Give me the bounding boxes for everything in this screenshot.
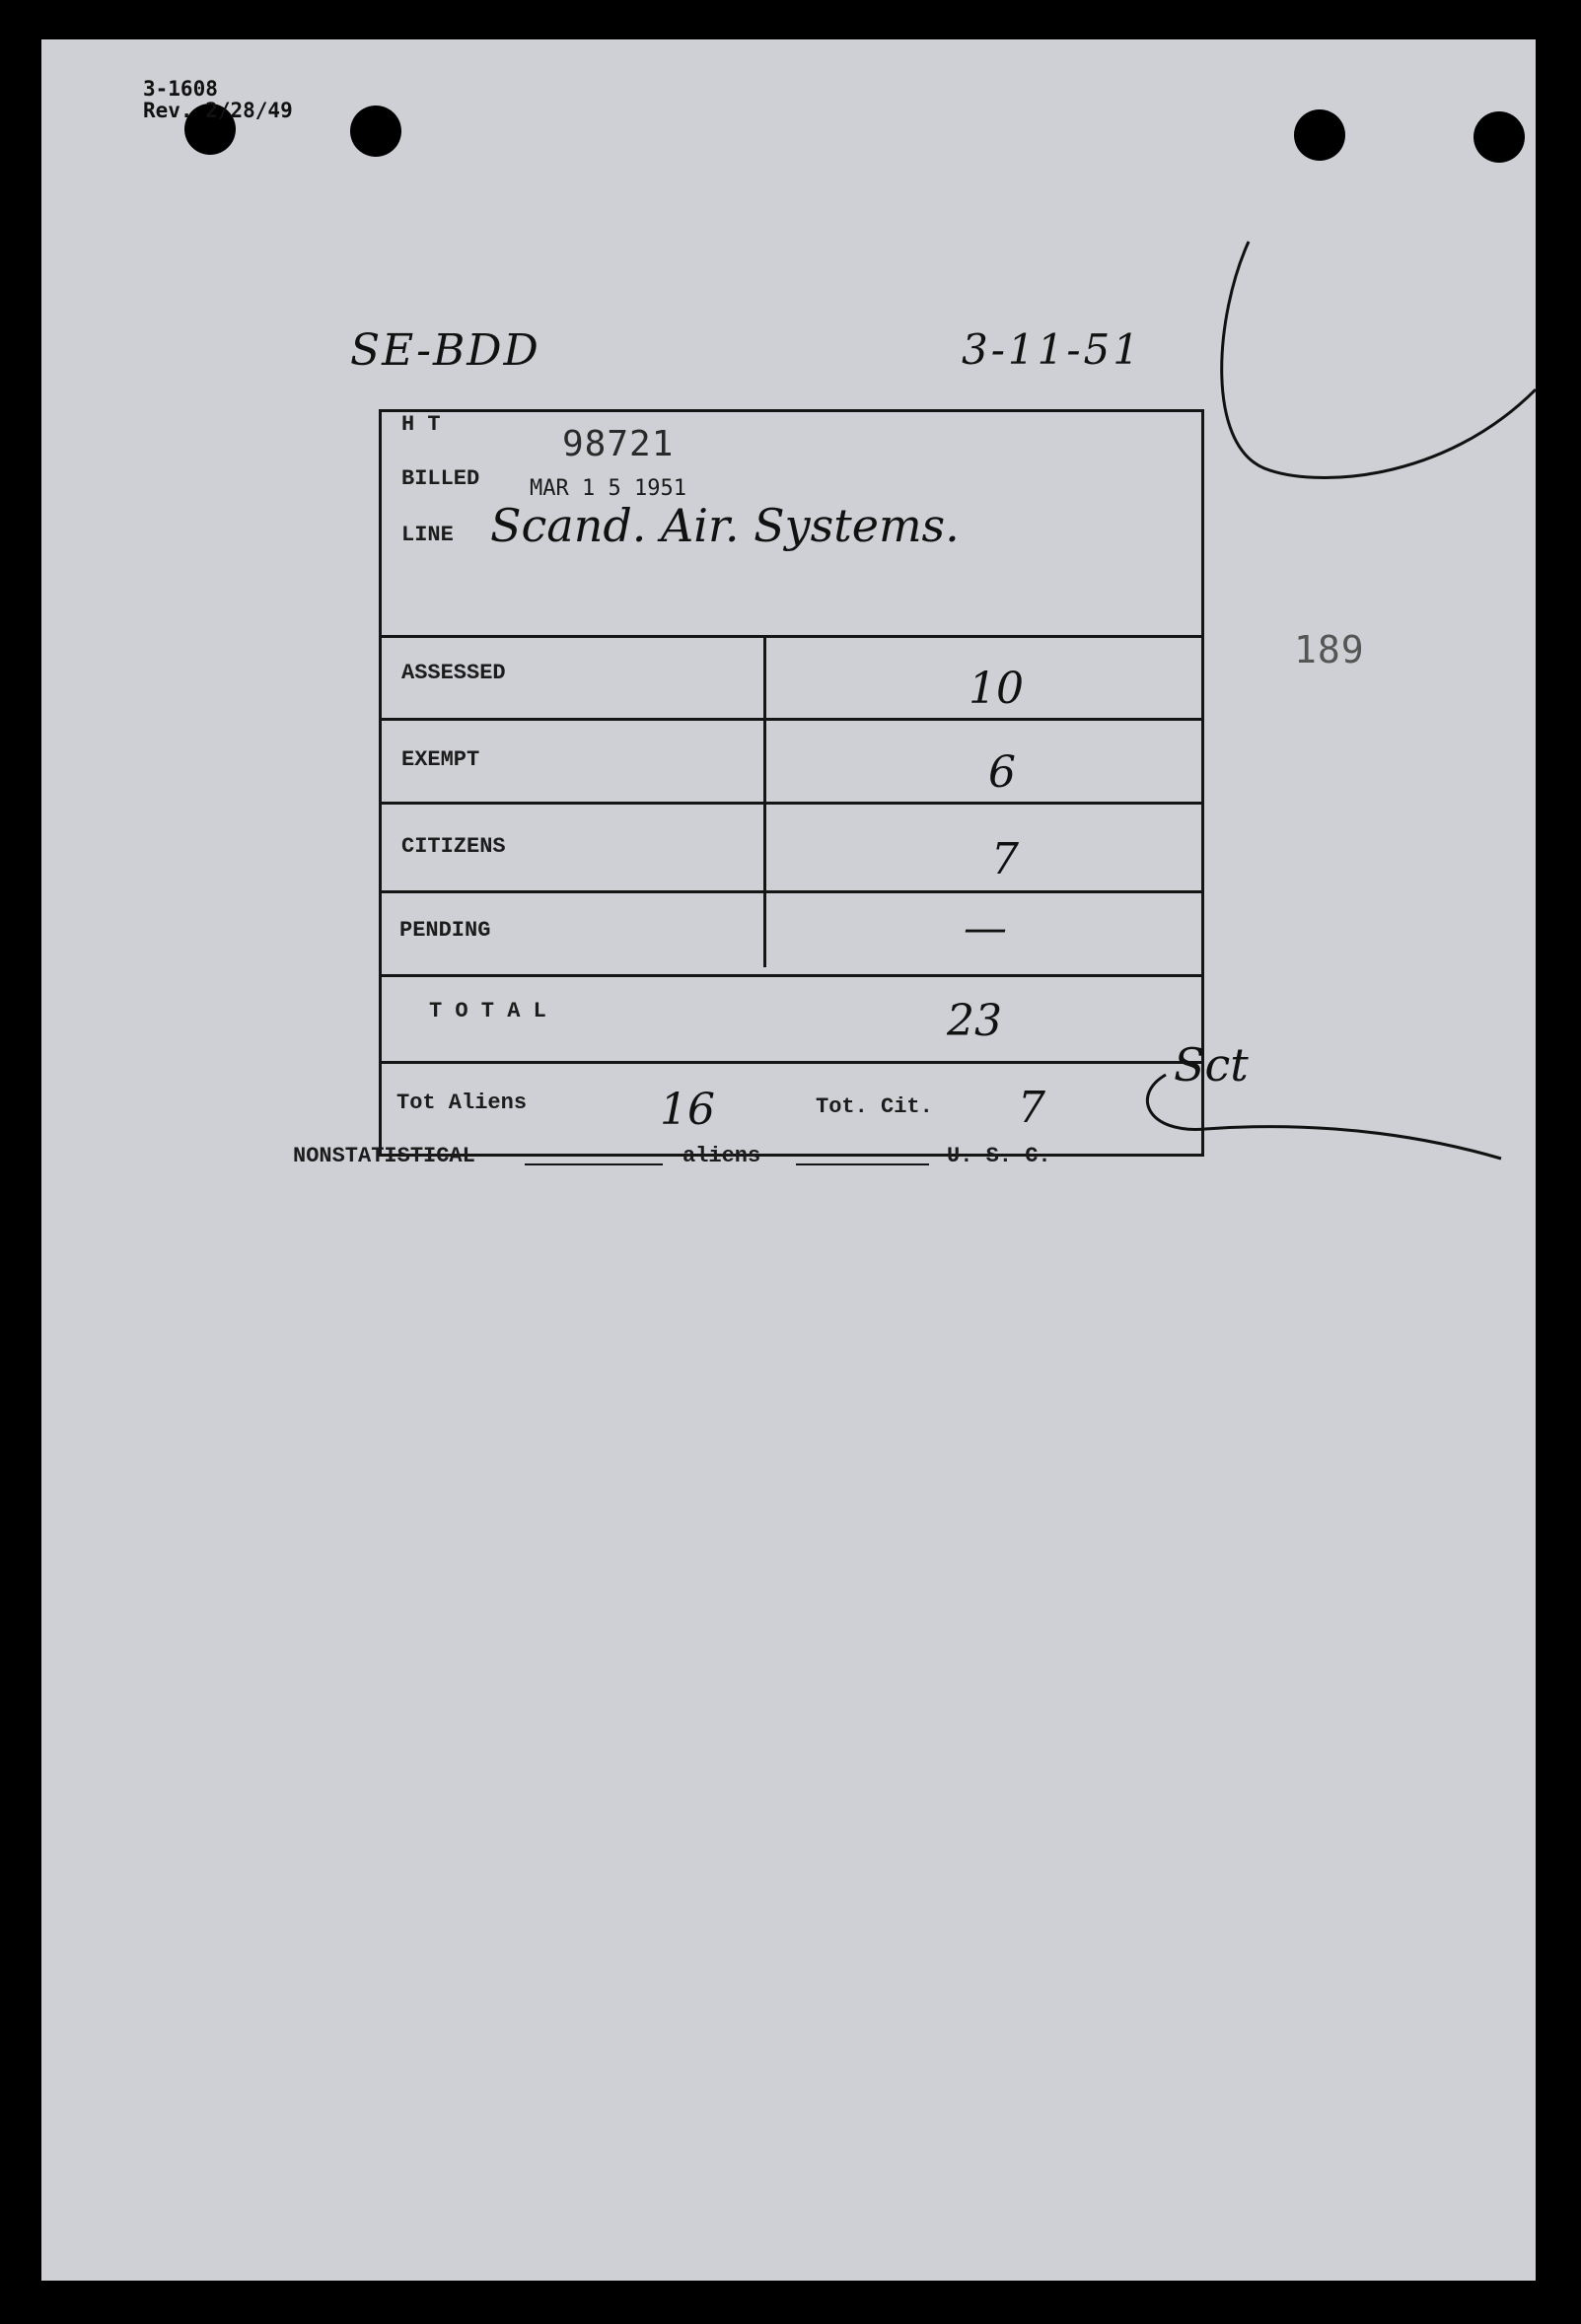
divider <box>382 974 1201 977</box>
divider <box>382 802 1201 805</box>
total-value: 23 <box>947 996 1002 1046</box>
tally-form <box>379 409 1204 1157</box>
vessel-code: SE-BDD <box>350 325 540 376</box>
ht-label: H T <box>401 412 441 437</box>
nonstatistical-blank <box>525 1163 663 1165</box>
document-page <box>41 39 1536 2281</box>
tot-cit-value: 7 <box>1018 1083 1045 1133</box>
citizens-label: CITIZENS <box>401 834 506 859</box>
citizens-value: 7 <box>991 834 1019 884</box>
initials-flourish <box>1126 1035 1521 1163</box>
divider <box>382 635 1201 638</box>
pending-value: — <box>964 903 1007 953</box>
assessed-value: 10 <box>969 664 1024 714</box>
exempt-label: EXEMPT <box>401 747 480 772</box>
exempt-value: 6 <box>988 747 1016 798</box>
divider <box>382 718 1201 721</box>
ht-number: 98721 <box>562 424 675 464</box>
divider <box>382 890 1201 893</box>
handwritten-arc <box>1195 197 1536 493</box>
pending-label: PENDING <box>399 918 491 943</box>
divider <box>382 1061 1201 1064</box>
punch-hole <box>1473 111 1525 163</box>
total-label: T O T A L <box>429 999 546 1023</box>
aliens-blank <box>796 1163 929 1165</box>
side-stamp-number: 189 <box>1294 628 1365 671</box>
line-label: LINE <box>401 523 454 547</box>
aliens-label: aliens <box>683 1144 761 1168</box>
form-number: 3-1608 <box>143 77 218 101</box>
initials: Sct <box>1174 1038 1249 1092</box>
billed-label: BILLED <box>401 466 480 491</box>
usc-label: U. S. C. <box>947 1144 1051 1168</box>
handwritten-date: 3-11-51 <box>962 325 1142 374</box>
billed-date-stamp: MAR 1 5 1951 <box>530 476 686 501</box>
punch-hole <box>350 106 401 157</box>
tot-aliens-label: Tot Aliens <box>396 1091 528 1115</box>
punch-hole <box>1294 109 1345 161</box>
form-revision: Rev. 2/28/49 <box>143 99 293 122</box>
line-value: Scand. Air. Systems. <box>490 499 960 552</box>
tot-cit-label: Tot. Cit. <box>816 1094 933 1119</box>
nonstatistical-label: NONSTATISTICAL <box>293 1144 475 1168</box>
tot-aliens-value: 16 <box>660 1085 715 1135</box>
assessed-label: ASSESSED <box>401 661 506 685</box>
